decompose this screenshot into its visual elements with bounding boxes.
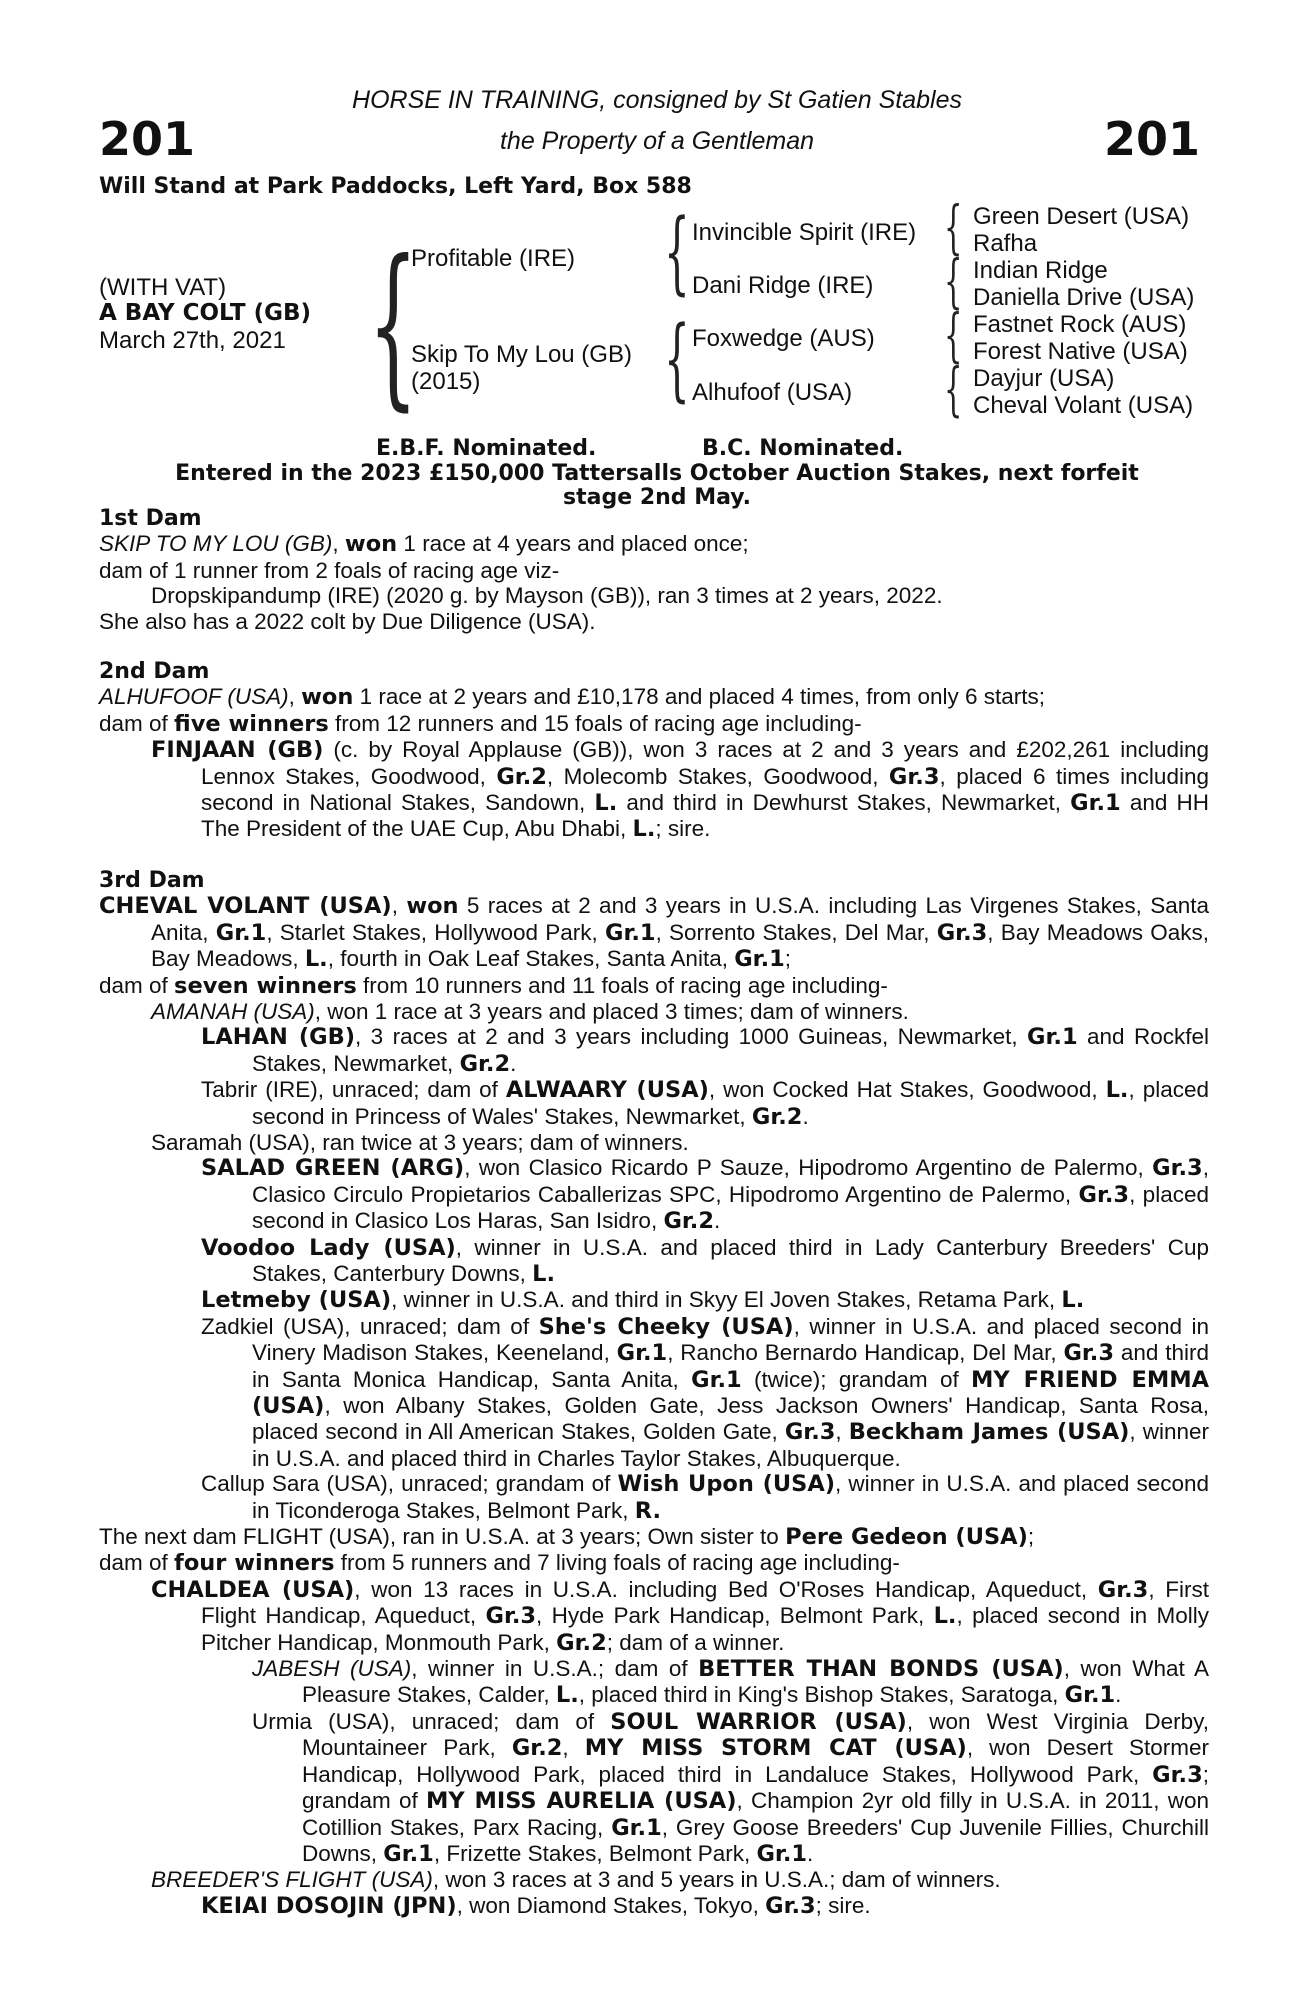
bc-nomination: B.C. Nominated.	[702, 436, 904, 461]
entry-voodoo-lady: Voodoo Lady (USA), winner in U.S.A. and placed third in Lady Canterbury Breeders' Cup Stakes, Canterbury Downs, L.	[201, 1234, 1209, 1287]
produce-dropskipandump: Dropskipandump (IRE) (2020 g. by Mayson (GB)), ran 3 times at 2 years, 2022.	[151, 583, 943, 609]
entry-chaldea: CHALDEA (USA), won 13 races in U.S.A. including Bed O'Roses Handicap, Aqueduct, Gr.3, First Flight Handicap, Aqueduct, Gr.3, Hyde Park Handicap, Belmont Park, L., placed second in Molly Pitcher Handicap, Monmouth Park, Gr.2; dam of a winner.	[151, 1576, 1210, 1656]
lot-title: A BAY COLT (GB)	[99, 300, 312, 326]
brace-g3-2: {	[944, 247, 963, 315]
gen3-7: Dayjur (USA)	[973, 365, 1115, 392]
sire-name: Profitable (IRE)	[411, 245, 576, 272]
entry-salad-green: SALAD GREEN (ARG), won Clasico Ricardo P Sauze, Hipodromo Argentino de Palermo, Gr.3, Clasico Circulo Propietarios Caballerizas SPC, Hipodromo Argentino de Palermo, Gr.3, placed second in Clasico Los Haras, San Isidro, Gr.2.	[201, 1155, 1209, 1235]
property-line: the Property of a Gentleman	[499, 127, 815, 155]
section-2nd-dam: 2nd Dam	[99, 659, 210, 685]
brace-dam-line: {	[664, 307, 690, 412]
entry-breeders-flight: BREEDER'S FLIGHT (USA), won 3 races at 3 and 5 years in U.S.A.; dam of winners.	[151, 1867, 1001, 1893]
second-dam-produce: dam of five winners from 12 runners and 15 foals of racing age including-	[99, 710, 862, 737]
entry-zadkiel: Zadkiel (USA), unraced; dam of She's Cheeky (USA), winner in U.S.A. and placed second in Vinery Madison Stakes, Keeneland, Gr.1, Rancho Bernardo Handicap, Del Mar, Gr.3 and third in Santa Monica Handicap, Santa Anita, Gr.1 (twice); grandam of MY FRIEND EMMA (USA), won Albany Stakes, Golden Gate, Jess Jackson Owners' Handicap, Santa Rosa, placed second in All American Stakes, Golden Gate, Gr.3, Beckham James (USA), winner in U.S.A. and placed third in Charles Taylor Stakes, Albuquerque.	[201, 1313, 1210, 1471]
entry-letmeby: Letmeby (USA), winner in U.S.A. and third in Skyy El Joven Stakes, Retama Park, L.	[201, 1287, 1085, 1314]
section-1st-dam: 1st Dam	[99, 506, 202, 531]
lot-number-left: 201	[99, 112, 196, 166]
sire-sire: Invincible Spirit (IRE)	[692, 219, 917, 246]
dam-dam: Alhufoof (USA)	[692, 379, 853, 406]
foaling-date: March 27th, 2021	[99, 327, 286, 354]
brace-gen1: {	[368, 224, 419, 427]
entry-jabesh: JABESH (USA), winner in U.S.A.; dam of BETTER THAN BONDS (USA), won What A Pleasure Stakes, Calder, L., placed third in King's Bishop Stakes, Saratoga, Gr.1.	[252, 1656, 1209, 1709]
flight-produce: dam of four winners from 5 runners and 7 living foals of racing age including-	[99, 1550, 900, 1577]
dam-sire: Foxwedge (AUS)	[692, 325, 875, 352]
second-dam-entry: ALHUFOOF (USA), won 1 race at 2 years and £10,178 and placed 4 times, from only 6 starts;	[99, 684, 1046, 711]
gen3-6: Forest Native (USA)	[973, 338, 1188, 365]
entry-cheval-volant: CHEVAL VOLANT (USA), won 5 races at 2 and 3 years in U.S.A. including Las Virgenes Stakes, Santa Anita, Gr.1, Starlet Stakes, Hollywood Park, Gr.1, Sorrento Stakes, Del Mar, Gr.3, Bay Meadows Oaks, Bay Meadows, L., fourth in Oak Leaf Stakes, Santa Anita, Gr.1;	[99, 893, 1209, 973]
vat-note: (WITH VAT)	[99, 274, 227, 301]
entry-callup-sara: Callup Sara (USA), unraced; grandam of Wish Upon (USA), winner in U.S.A. and placed second in Ticonderoga Stakes, Belmont Park, R.	[201, 1471, 1210, 1524]
gen3-4: Daniella Drive (USA)	[973, 284, 1195, 311]
gen3-1: Green Desert (USA)	[973, 203, 1190, 230]
first-dam-produce: dam of 1 runner from 2 foals of racing age viz-	[99, 557, 560, 583]
first-dam-entry: SKIP TO MY LOU (GB), won 1 race at 4 years and placed once;	[99, 531, 749, 558]
gen3-3: Indian Ridge	[973, 257, 1108, 284]
catalogue-body	[99, 506, 1209, 1919]
entry-lahan: LAHAN (GB), 3 races at 2 and 3 years including 1000 Guineas, Newmarket, Gr.1 and Rockfel Stakes, Newmarket, Gr.2.	[201, 1024, 1209, 1077]
entry-saramah: Saramah (USA), ran twice at 3 years; dam of winners.	[151, 1129, 689, 1155]
entry-line-1: Entered in the 2023 £150,000 Tattersalls October Auction Stakes, next forfeit	[175, 461, 1139, 486]
lot-number-right: 201	[1103, 112, 1200, 166]
first-dam-foal-note: She also has a 2022 colt by Due Diligence (USA).	[99, 608, 596, 634]
entry-finjaan: FINJAAN (GB) (c. by Royal Applause (GB)), won 3 races at 2 and 3 years and £202,261 including Lennox Stakes, Goodwood, Gr.2, Molecomb Stakes, Goodwood, Gr.3, placed 6 times including second in National Stakes, Sandown, L. and third in Dewhurst Stakes, Newmarket, Gr.1 and HH The President of the UAE Cup, Abu Dhabi, L.; sire.	[151, 737, 1210, 843]
gen3-2: Rafha	[973, 230, 1038, 257]
third-dam-produce: dam of seven winners from 10 runners and 11 foals of racing age including-	[99, 972, 888, 999]
sire-dam: Dani Ridge (IRE)	[692, 272, 874, 299]
gen3-5: Fastnet Rock (AUS)	[973, 311, 1187, 338]
brace-g3-3: {	[944, 301, 963, 369]
dam-name: Skip To My Lou (GB)	[411, 341, 632, 368]
brace-g3-1: {	[944, 193, 963, 261]
stand-location: Will Stand at Park Paddocks, Left Yard, Box 588	[99, 174, 692, 199]
entry-amanah: AMANAH (USA), won 1 race at 3 years and placed 3 times; dam of winners.	[151, 998, 909, 1024]
brace-sire-line: {	[664, 200, 690, 305]
consignor-line: HORSE IN TRAINING, consigned by St Gatien Stables	[352, 86, 962, 114]
entry-urmia: Urmia (USA), unraced; dam of SOUL WARRIOR (USA), won West Virginia Derby, Mountaineer Park, Gr.2, MY MISS STORM CAT (USA), won Desert Stormer Handicap, Hollywood Park, placed third in Landaluce Stakes, Hollywood Park, Gr.3; grandam of MY MISS AURELIA (USA), Champion 2yr old filly in U.S.A. in 2011, won Cotillion Stakes, Parx Racing, Gr.1, Grey Goose Breeders' Cup Juvenile Fillies, Churchill Downs, Gr.1, Frizette Stakes, Belmont Park, Gr.1.	[252, 1708, 1210, 1867]
dam-year: (2015)	[411, 368, 481, 395]
entry-line-2: stage 2nd May.	[563, 485, 751, 510]
entry-keiai-dosojin: KEIAI DOSOJIN (JPN), won Diamond Stakes, Tokyo, Gr.3; sire.	[201, 1892, 871, 1919]
gen3-8: Cheval Volant (USA)	[973, 392, 1194, 419]
next-dam-flight: The next dam FLIGHT (USA), ran in U.S.A. at 3 years; Own sister to Pere Gedeon (USA);	[99, 1524, 1035, 1551]
brace-g3-4: {	[944, 355, 963, 423]
entry-tabrir: Tabrir (IRE), unraced; dam of ALWAARY (USA), won Cocked Hat Stakes, Goodwood, L., placed second in Princess of Wales' Stakes, Newmarket, Gr.2.	[201, 1077, 1209, 1130]
section-3rd-dam: 3rd Dam	[99, 867, 205, 893]
ebf-nomination: E.B.F. Nominated.	[376, 436, 597, 461]
